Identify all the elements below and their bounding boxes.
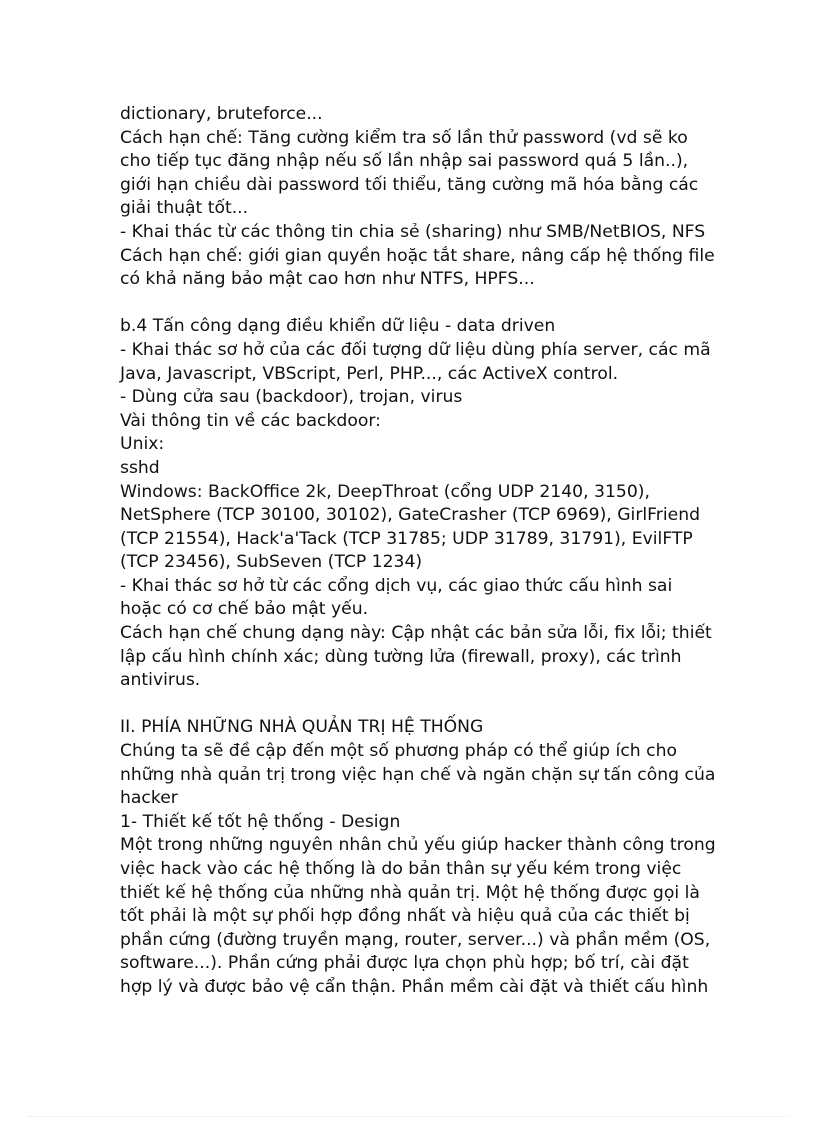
document-body <box>120 103 716 1000</box>
text-line: lập cấu hình chính xác; dùng tường lửa (firewall, proxy), các trình <box>120 646 682 667</box>
text-line: giới hạn chiều dài password tối thiểu, tăng cường mã hóa bằng các <box>120 174 699 195</box>
text-line: có khả năng bảo mật cao hơn như NTFS, HPFS... <box>120 269 535 290</box>
text-line: Vài thông tin về các backdoor: <box>120 410 381 431</box>
text-line: Unix: <box>120 434 165 455</box>
text-line: hoặc có cơ chế bảo mật yếu. <box>120 599 369 620</box>
blank-line <box>120 693 710 717</box>
text-line: - Khai thác sơ hở của các đối tượng dữ liệu dùng phía server, các mã <box>120 339 711 360</box>
blank-line <box>120 292 710 316</box>
text-line: hacker <box>120 788 178 809</box>
text-line: Cách hạn chế chung dạng này: Cập nhật các bản sửa lỗi, fix lỗi; thiết <box>120 623 712 644</box>
text-line: - Dùng cửa sau (backdoor), trojan, virus <box>120 387 463 408</box>
text-line: Một trong những nguyên nhân chủ yếu giúp hacker thành công trong <box>120 835 716 856</box>
text-line: việc hack vào các hệ thống là do bản thân sự yếu kém trong việc <box>120 859 682 879</box>
text-line: NetSphere (TCP 30100, 30102), GateCrasher (TCP 6969), GirlFriend <box>120 505 701 526</box>
text-line: Cách hạn chế: giới gian quyền hoặc tắt share, nâng cấp hệ thống file <box>120 245 715 266</box>
text-line: cho tiếp tục đăng nhập nếu số lần nhập sai password quá 5 lần..), <box>120 151 689 172</box>
text-line: (TCP 21554), Hack'a'Tack (TCP 31785; UDP 31789, 31791), EvilFTP <box>120 528 693 549</box>
page-bottom-divider <box>28 1116 788 1117</box>
text-line: - Khai thác từ các thông tin chia sẻ (sharing) như SMB/NetBIOS, NFS <box>120 221 706 242</box>
text-line: II. PHÍA NHỮNG NHÀ QUẢN TRỊ HỆ THỐNG <box>120 717 484 738</box>
text-line: b.4 Tấn công dạng điều khiển dữ liệu - data driven <box>120 316 556 337</box>
text-line: (TCP 23456), SubSeven (TCP 1234) <box>120 552 423 573</box>
text-line: dictionary, bruteforce... <box>120 104 323 124</box>
text-line: hợp lý và được bảo vệ cẩn thận. Phần mềm cài đặt và thiết cấu hình <box>120 976 709 997</box>
text-line: những nhà quản trị trong việc hạn chế và ngăn chặn sự tấn công của <box>120 764 716 785</box>
text-line: 1- Thiết kế tốt hệ thống - Design <box>120 811 401 832</box>
text-line: phần cứng (đường truyền mạng, router, server...) và phần mềm (OS, <box>120 929 711 950</box>
text-line: thiết kế hệ thống của những nhà quản trị. Một hệ thống được gọi là <box>120 882 700 903</box>
text-line: giải thuật tốt... <box>120 198 249 219</box>
text-line: software...). Phần cứng phải được lựa chọn phù hợp; bố trí, cài đặt <box>120 953 689 974</box>
text-line: - Khai thác sơ hở từ các cổng dịch vụ, các giao thức cấu hình sai <box>120 575 673 596</box>
text-line: sshd <box>120 457 160 478</box>
text-line: Chúng ta sẽ đề cập đến một số phương pháp có thể giúp ích cho <box>120 741 677 762</box>
text-line: antivirus. <box>120 670 201 691</box>
text-line: tốt phải là một sự phối hợp đồng nhất và hiệu quả của các thiết bị <box>120 906 690 927</box>
text-line: Cách hạn chế: Tăng cường kiểm tra số lần thử password (vd sẽ ko <box>120 127 688 148</box>
text-line: Java, Javascript, VBScript, Perl, PHP..., các ActiveX control. <box>120 363 619 384</box>
text-line: Windows: BackOffice 2k, DeepThroat (cổng UDP 2140, 3150), <box>120 481 650 502</box>
